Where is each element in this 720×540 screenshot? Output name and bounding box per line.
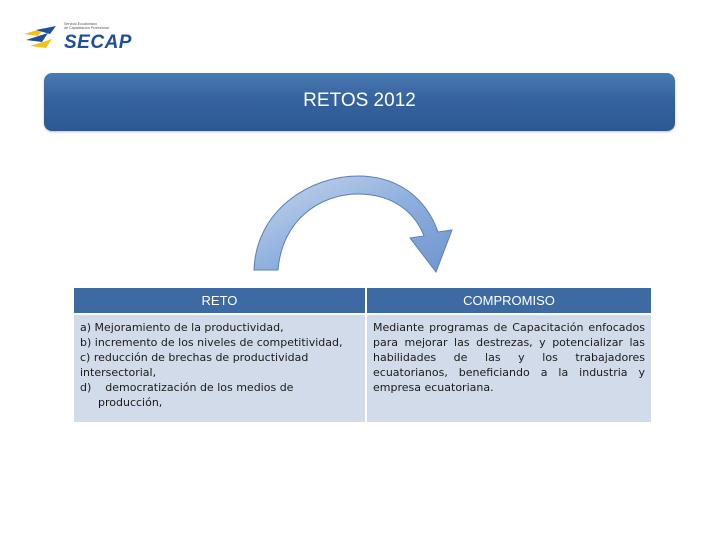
reto-item: b) incremento de los niveles de competitividad, bbox=[80, 336, 343, 349]
reto-item: producción, bbox=[98, 396, 163, 409]
reto-item: intersectorial, bbox=[80, 366, 157, 379]
retos-table bbox=[72, 286, 653, 424]
reto-item: d) democratización de los medios de bbox=[80, 381, 294, 394]
header-reto: RETO bbox=[74, 288, 365, 313]
logo-tagline: Servicio Ecuatoriano de Capacitación Profesional bbox=[64, 22, 109, 31]
logo-wordmark: SECAP bbox=[64, 32, 132, 53]
secap-logo-mark-icon bbox=[22, 24, 64, 50]
table-row bbox=[74, 315, 651, 422]
curved-arrow-icon bbox=[240, 170, 480, 285]
reto-cell bbox=[74, 315, 365, 422]
secap-logo bbox=[22, 18, 142, 52]
reto-item: c) reducción de brechas de productividad bbox=[80, 351, 309, 364]
table-header-row bbox=[74, 288, 651, 313]
compromiso-cell: Mediante programas de Capacitación enfocados para mejorar las destrezas, y potencializar las habilidades de las y los trabajadores ecuatorianos, beneficiando a la industria y empresa ecuatoriana. bbox=[367, 315, 651, 422]
reto-item: a) Mejoramiento de la productividad, bbox=[80, 321, 284, 334]
title-banner bbox=[44, 73, 675, 131]
banner-title: RETOS 2012 bbox=[303, 90, 416, 111]
header-compromiso: COMPROMISO bbox=[367, 288, 651, 313]
